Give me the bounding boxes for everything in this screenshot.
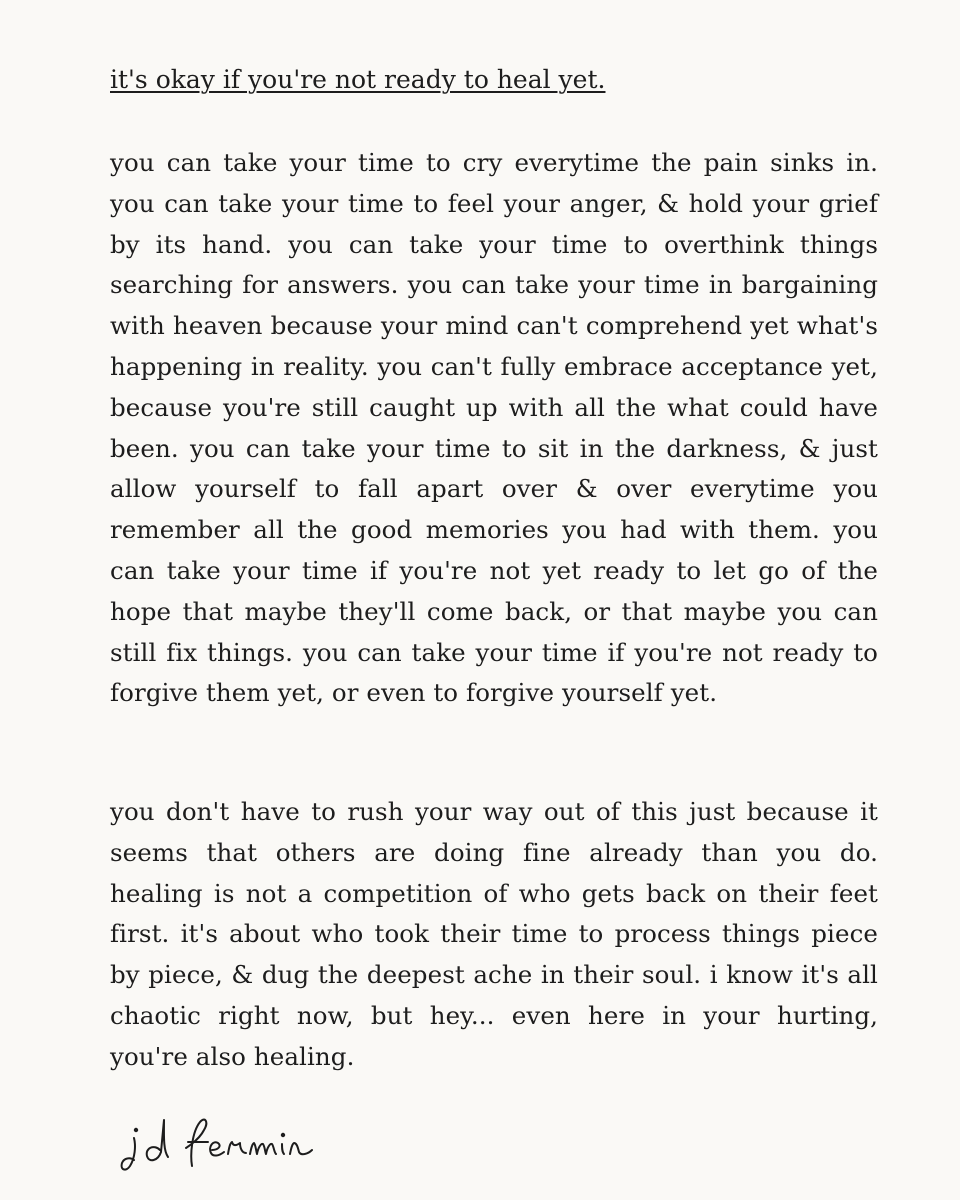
page-title: it's okay if you're not ready to heal yet. (110, 65, 606, 94)
body-paragraph-2: you don't have to rush your way out of this just because it seems that others are doing fine already than you do. healing is not a competition of who gets back on their feet first. it's about who took their time to process things piece by piece, & dug the deepest ache in their soul. i know it's all chaotic right now, but hey... even here in your hurting, you're also healing. (110, 797, 878, 1071)
author-signature (112, 1110, 372, 1180)
body-paragraph-1: you can take your time to cry everytime the pain sinks in. you can take your time to feel your anger, & hold your grief by its hand. you can take your time to overthink things searching for answers. you can take your time in bargaining with heaven because your mind can't comprehend yet what's happening in reality. you can't fully embrace acceptance yet, because you're still caught up with all the what could have been. you can take your time to sit in the darkness, & just allow yourself to fall apart over & over everytime you remember all the good memories you had with them. you can take your time if you're not yet ready to let go of the hope that maybe they'll come back, or that maybe you can still fix things. you can take your time if you're not ready to forgive them yet, or even to forgive yourself yet. (110, 148, 878, 708)
